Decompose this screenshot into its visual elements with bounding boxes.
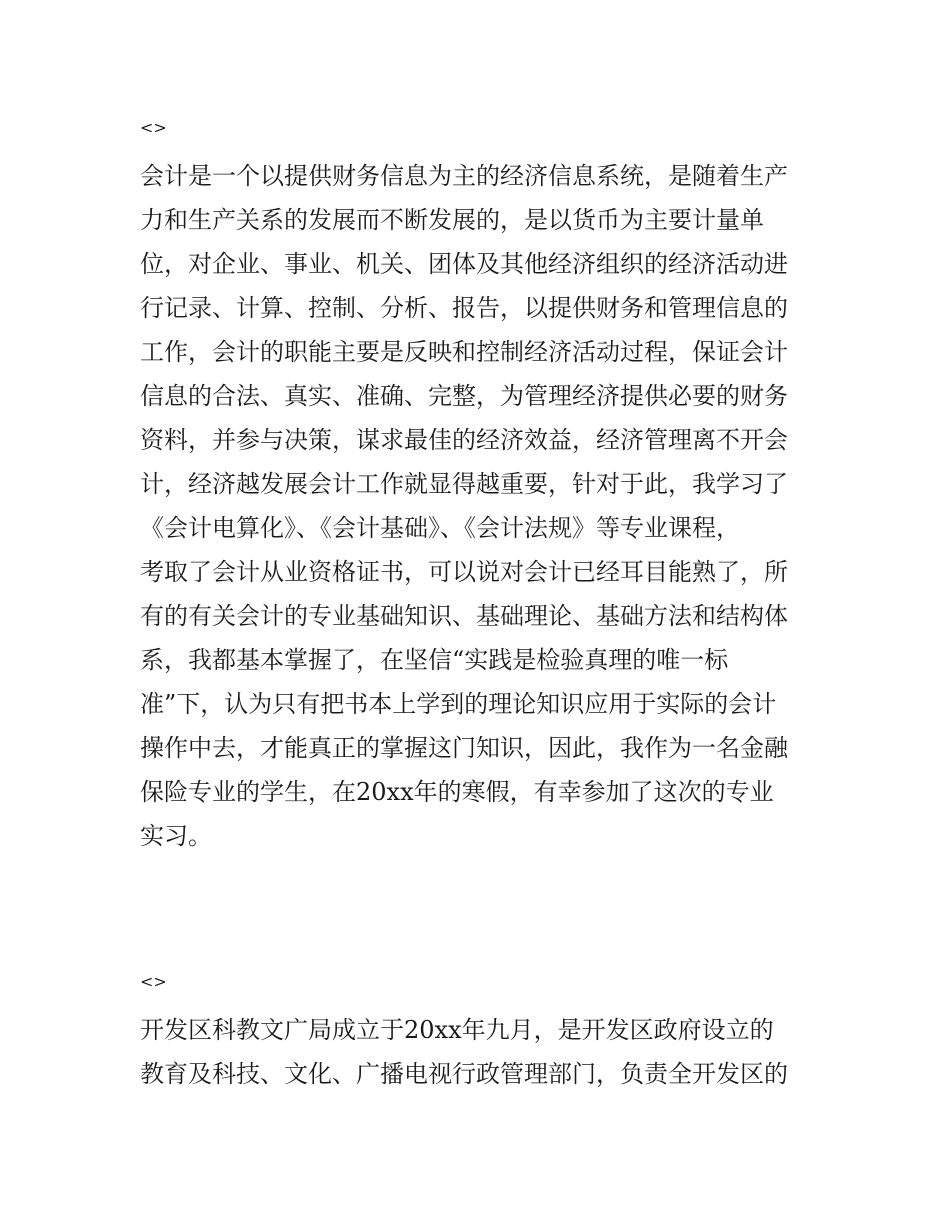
paragraph-line: 力和生产关系的发展而不断发展的，是以货币为主要计量单 bbox=[140, 206, 764, 234]
paragraph-line: 实习。 bbox=[140, 822, 212, 850]
paragraph-line: 开发区科教文广局成立于20xx年九月，是开发区政府设立的 bbox=[140, 1016, 774, 1044]
paragraph-internship-intro bbox=[140, 154, 788, 858]
section-marker-1: <> bbox=[140, 118, 167, 137]
paragraph-line: 位，对企业、事业、机关、团体及其他经济组织的经济活动进 bbox=[140, 250, 788, 278]
paragraph-line: 教育及科技、文化、广播电视行政管理部门，负责全开发区的 bbox=[140, 1060, 788, 1088]
paragraph-line: 工作，会计的职能主要是反映和控制经济活动过程，保证会计 bbox=[140, 338, 788, 366]
paragraph-line: 操作中去，才能真正的掌握这门知识，因此，我作为一名金融 bbox=[140, 734, 788, 762]
paragraph-line: 《会计电算化》、《会计基础》、《会计法规》等专业课程， bbox=[140, 514, 740, 542]
paragraph-line: 行记录、计算、控制、分析、报告，以提供财务和管理信息的 bbox=[140, 294, 788, 322]
section-marker-2: <> bbox=[140, 972, 167, 991]
paragraph-line: 资料，并参与决策，谋求最佳的经济效益，经济管理离不开会 bbox=[140, 426, 788, 454]
paragraph-line: 保险专业的学生，在20xx年的寒假，有幸参加了这次的专业 bbox=[140, 778, 774, 806]
paragraph-bureau-intro bbox=[140, 1008, 788, 1096]
paragraph-line: 考取了会计从业资格证书，可以说对会计已经耳目能熟了，所 bbox=[140, 558, 788, 586]
paragraph-line: 会计是一个以提供财务信息为主的经济信息系统，是随着生产 bbox=[140, 162, 788, 190]
paragraph-line: 准”下，认为只有把书本上学到的理论知识应用于实际的会计 bbox=[140, 690, 777, 718]
paragraph-line: 计，经济越发展会计工作就显得越重要，针对于此，我学习了 bbox=[140, 470, 788, 498]
paragraph-line: 有的有关会计的专业基础知识、基础理论、基础方法和结构体 bbox=[140, 602, 788, 630]
paragraph-line: 系，我都基本掌握了，在坚信“实践是检验真理的唯一标 bbox=[140, 646, 729, 674]
paragraph-line: 信息的合法、真实、准确、完整，为管理经济提供必要的财务 bbox=[140, 382, 788, 410]
